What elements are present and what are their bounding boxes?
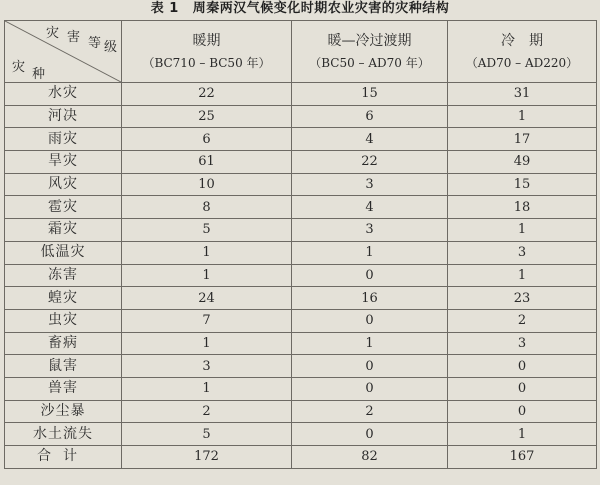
table-row <box>5 264 597 287</box>
count-cell: 61 <box>122 151 292 174</box>
count-cell: 3 <box>292 219 448 242</box>
table-row <box>5 151 597 174</box>
disaster-type-cell: 低温灾 <box>5 241 122 264</box>
table-row <box>5 423 597 446</box>
count-cell: 1 <box>448 264 597 287</box>
count-cell: 6 <box>292 105 448 128</box>
period-range: （BC50 – AD70 年） <box>309 55 430 70</box>
count-cell: 0 <box>448 400 597 423</box>
table-row <box>5 219 597 242</box>
table-row <box>5 128 597 151</box>
count-cell: 15 <box>292 83 448 106</box>
count-cell: 0 <box>448 377 597 400</box>
disaster-type-cell: 兽害 <box>5 377 122 400</box>
count-cell: 24 <box>122 287 292 310</box>
disaster-type-cell: 沙尘暴 <box>5 400 122 423</box>
disaster-structure-table <box>4 20 597 469</box>
period-range: （AD70 – AD220） <box>465 55 579 70</box>
corner-char: 害 <box>67 30 81 45</box>
count-cell: 10 <box>122 173 292 196</box>
total-row <box>5 446 597 469</box>
count-cell: 0 <box>292 377 448 400</box>
period-header-transition <box>292 21 448 83</box>
table-caption <box>0 0 600 18</box>
disaster-type-cell: 旱灾 <box>5 151 122 174</box>
count-cell: 2 <box>448 309 597 332</box>
disaster-type-cell: 水灾 <box>5 83 122 106</box>
count-cell: 0 <box>292 264 448 287</box>
period-name: 暖期 <box>192 32 221 49</box>
table-row <box>5 355 597 378</box>
count-cell: 1 <box>122 264 292 287</box>
count-cell: 3 <box>448 332 597 355</box>
corner-char: 种 <box>32 67 46 82</box>
disaster-type-cell: 风灾 <box>5 173 122 196</box>
disaster-type-cell: 虫灾 <box>5 309 122 332</box>
table-row <box>5 105 597 128</box>
total-cell: 172 <box>122 446 292 469</box>
count-cell: 22 <box>292 151 448 174</box>
header-row <box>5 21 597 83</box>
count-cell: 23 <box>448 287 597 310</box>
count-cell: 22 <box>122 83 292 106</box>
corner-header-cell <box>5 21 122 83</box>
count-cell: 15 <box>448 173 597 196</box>
corner-char: 等 <box>88 36 102 51</box>
disaster-type-cell: 水土流失 <box>5 423 122 446</box>
count-cell: 0 <box>292 355 448 378</box>
disaster-type-cell: 雨灾 <box>5 128 122 151</box>
count-cell: 1 <box>448 423 597 446</box>
corner-char: 灾 <box>12 60 26 75</box>
period-header-warm <box>122 21 292 83</box>
count-cell: 1 <box>122 241 292 264</box>
count-cell: 5 <box>122 423 292 446</box>
corner-char: 灾 <box>46 26 60 41</box>
total-label: 合计 <box>5 446 122 469</box>
count-cell: 3 <box>448 241 597 264</box>
total-cell: 82 <box>292 446 448 469</box>
table-row <box>5 287 597 310</box>
count-cell: 17 <box>448 128 597 151</box>
count-cell: 8 <box>122 196 292 219</box>
count-cell: 1 <box>122 377 292 400</box>
count-cell: 3 <box>122 355 292 378</box>
count-cell: 31 <box>448 83 597 106</box>
count-cell: 6 <box>122 128 292 151</box>
table-row <box>5 309 597 332</box>
disaster-type-cell: 霜灾 <box>5 219 122 242</box>
count-cell: 0 <box>448 355 597 378</box>
disaster-type-cell: 蝗灾 <box>5 287 122 310</box>
count-cell: 4 <box>292 128 448 151</box>
table-row <box>5 400 597 423</box>
total-cell: 167 <box>448 446 597 469</box>
count-cell: 0 <box>292 309 448 332</box>
corner-char: 级 <box>104 40 118 55</box>
period-name: 暖—冷过渡期 <box>327 32 412 49</box>
count-cell: 49 <box>448 151 597 174</box>
count-cell: 1 <box>122 332 292 355</box>
table-body <box>5 83 597 469</box>
count-cell: 0 <box>292 423 448 446</box>
disaster-type-cell: 河决 <box>5 105 122 128</box>
count-cell: 4 <box>292 196 448 219</box>
table-row <box>5 196 597 219</box>
table-row <box>5 332 597 355</box>
table-row <box>5 241 597 264</box>
period-range: （BC710 – BC50 年） <box>142 55 271 70</box>
count-cell: 18 <box>448 196 597 219</box>
count-cell: 5 <box>122 219 292 242</box>
table-title: 周秦两汉气候变化时期农业灾害的灾种结构 <box>192 1 450 16</box>
table-row <box>5 173 597 196</box>
count-cell: 2 <box>292 400 448 423</box>
count-cell: 3 <box>292 173 448 196</box>
count-cell: 1 <box>448 105 597 128</box>
count-cell: 16 <box>292 287 448 310</box>
disaster-type-cell: 畜病 <box>5 332 122 355</box>
period-header-cold <box>448 21 597 83</box>
count-cell: 7 <box>122 309 292 332</box>
count-cell: 1 <box>448 219 597 242</box>
disaster-type-cell: 雹灾 <box>5 196 122 219</box>
count-cell: 2 <box>122 400 292 423</box>
disaster-type-cell: 鼠害 <box>5 355 122 378</box>
count-cell: 1 <box>292 241 448 264</box>
count-cell: 1 <box>292 332 448 355</box>
disaster-type-cell: 冻害 <box>5 264 122 287</box>
table-row <box>5 83 597 106</box>
count-cell: 25 <box>122 105 292 128</box>
table-number: 表 1 <box>150 1 179 16</box>
table-row <box>5 377 597 400</box>
period-name: 冷 期 <box>501 32 543 49</box>
